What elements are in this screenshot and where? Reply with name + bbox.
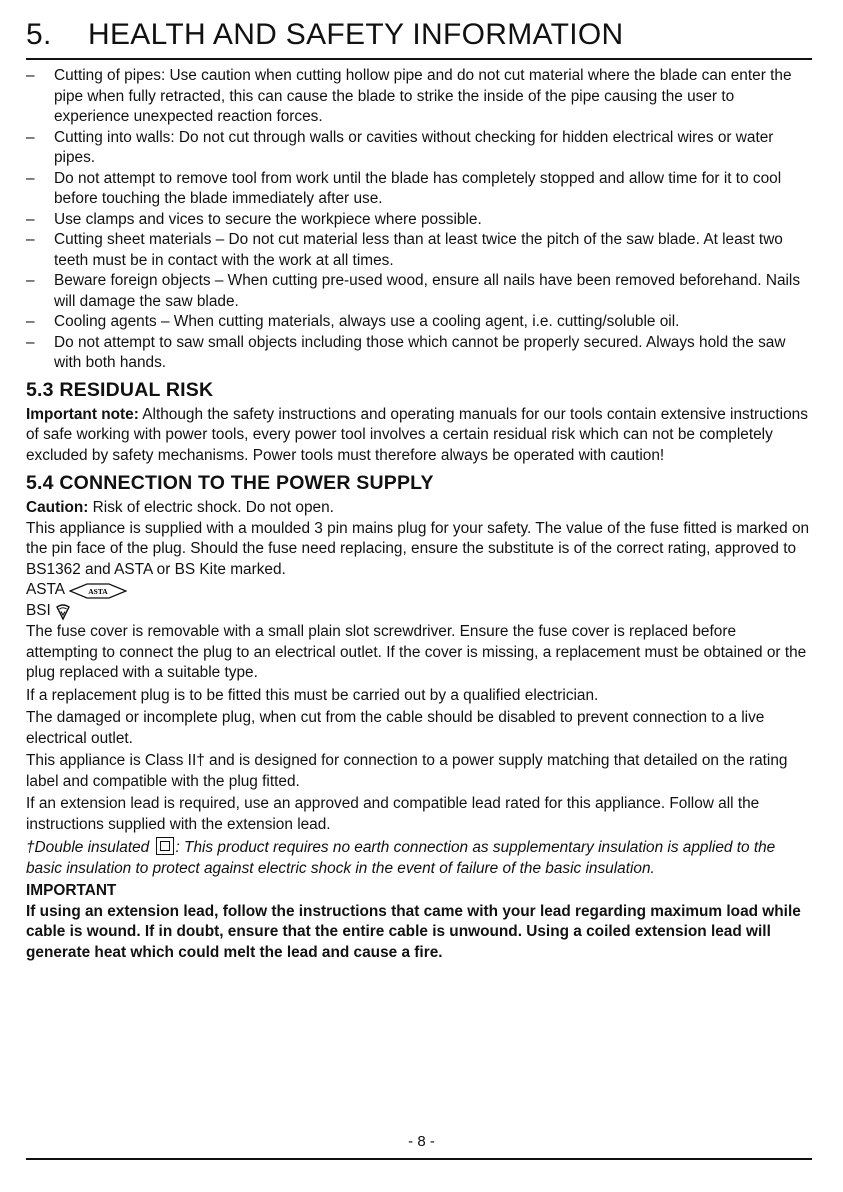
important-note-label: Important note: xyxy=(26,405,139,423)
bsi-label: BSI xyxy=(26,602,51,620)
extension-lead-paragraph: If an extension lead is required, use an approved and compatible lead rated for this appliance. Follow all the instructions supplied with the extension lead. xyxy=(26,795,760,833)
bullet-dash: – xyxy=(26,67,35,84)
list-item: – Use clamps and vices to secure the workpiece where possible. xyxy=(26,210,812,231)
list-item: – Do not attempt to remove tool from work until the blade has completely stopped and allow time for it to cool before touching the blade immediately after use. xyxy=(26,169,782,207)
residual-risk-heading: 5.3 RESIDUAL RISK xyxy=(26,378,214,401)
asta-label: ASTA xyxy=(26,581,66,599)
list-item: – Beware foreign objects – When cutting pre-used wood, ensure all nails have been removed beforehand. Nails will damage the saw blade. xyxy=(26,272,801,310)
bullet-dash: – xyxy=(26,313,35,330)
power-supply-heading: 5.4 CONNECTION TO THE POWER SUPPLY xyxy=(26,472,434,494)
residual-risk-paragraph: Important note: Although the safety instructions and operating manuals for our tools contain extensive instructions of safe working with power tools, every power tool involves a certain residual risk which can not be completely excluded by safety mechanisms. Power tools must therefore always be operated with caution! xyxy=(26,405,808,464)
bullet-dash: – xyxy=(26,333,35,351)
page-number: - 8 - xyxy=(408,1133,435,1150)
list-item: – Cutting into walls: Do not cut through walls or cavities without checking for hidden electrical wires or water pipes. xyxy=(26,128,774,166)
caution-paragraph: Caution: Risk of electric shock. Do not open. xyxy=(26,499,334,516)
bullet-dash: – xyxy=(26,272,35,289)
bsi-mark-row xyxy=(26,601,812,622)
asta-logo-icon xyxy=(69,583,127,599)
page-content xyxy=(26,66,812,963)
safety-bullet-list xyxy=(26,66,812,374)
list-item: – Cutting sheet materials – Do not cut material less than at least twice the pitch of the saw blade. At least two teeth must be in contact with the work at all times. xyxy=(26,231,783,269)
bullet-dash: – xyxy=(26,231,35,248)
important-paragraph: If using an extension lead, follow the instructions that came with your lead regarding maximum load while cable is wound. If in doubt, ensure that the entire cable is unwound. Using a coiled extension lead will generate heat which could melt the lead and cause a fire. xyxy=(26,902,801,961)
footer-divider xyxy=(26,1158,812,1160)
double-insulated-note: †Double insulated : This product requires no earth connection as supplementary insulation is applied to the basic insulation to protect against electric shock in the event of failure of the basic insulation. xyxy=(26,839,776,877)
caution-label: Caution: xyxy=(26,499,89,516)
plug-paragraph: This appliance is supplied with a moulded 3 pin mains plug for your safety. The value of the fuse fitted is marked on the pin face of the plug. Should the fuse need replacing, ensure the substitute is of the correct rating, approved to BS1362 and ASTA or BS Kite marked. xyxy=(26,519,810,578)
section-title xyxy=(26,18,623,52)
fuse-cover-paragraph: The fuse cover is removable with a small plain slot screwdriver. Ensure the fuse cover is replaced before attempting to connect the plug to an electrical outlet. If the cover is missing, a replacement must be obtained or the plug replaced with a suitable type. xyxy=(26,623,807,681)
class-ii-paragraph: This appliance is Class II† and is designed for connection to a power supply matching that detailed on the rating label and compatible with the plug fitted. xyxy=(26,752,788,790)
bullet-dash: – xyxy=(26,169,35,187)
bullet-dash: – xyxy=(26,128,35,146)
bullet-dash: – xyxy=(26,210,35,228)
list-item: – Cutting of pipes: Use caution when cutting hollow pipe and do not cut material where the blade can enter the pipe when fully retracted, this can cause the blade to strike the inside of the pipe causing the user to experience unexpected reaction forces. xyxy=(26,67,792,125)
list-item: – Cooling agents – When cutting materials, always use a cooling agent, i.e. cutting/soluble oil. xyxy=(26,312,812,333)
section-title-text: HEALTH AND SAFETY INFORMATION xyxy=(88,18,624,51)
list-item: – Do not attempt to saw small objects including those which cannot be properly secured. Always hold the saw with both hands. xyxy=(26,333,786,371)
double-insulated-icon xyxy=(156,837,174,855)
damaged-plug-paragraph: The damaged or incomplete plug, when cut from the cable should be disabled to prevent connection to a live electrical outlet. xyxy=(26,709,765,747)
important-heading: IMPORTANT xyxy=(26,882,117,899)
bsi-kitemark-icon xyxy=(55,603,71,621)
title-divider xyxy=(26,58,812,60)
replacement-plug-paragraph: If a replacement plug is to be fitted this must be carried out by a qualified electrician. xyxy=(26,686,599,704)
asta-logo-text: ASTA xyxy=(88,586,108,596)
asta-mark-row xyxy=(26,580,812,601)
section-number: 5. xyxy=(26,18,52,51)
